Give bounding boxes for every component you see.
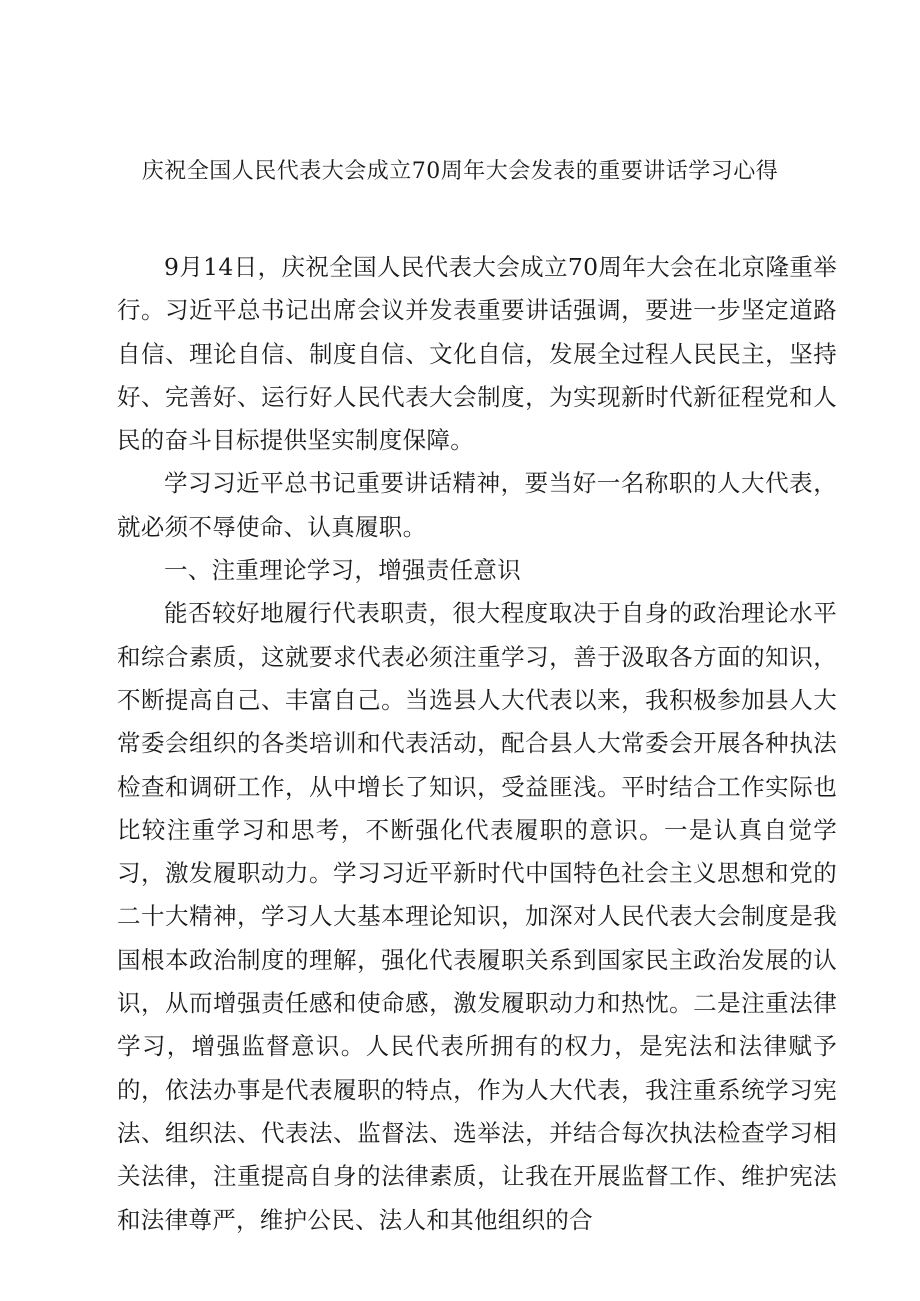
paragraph-study: 学习习近平总书记重要讲话精神，要当好一名称职的人大代表，就必须不辱使命、认真履职。	[117, 469, 837, 541]
document-body	[117, 246, 837, 1242]
section-heading-1: 一、注重理论学习，增强责任意识	[164, 556, 521, 585]
document-title: 庆祝全国人民代表大会成立70周年大会发表的重要讲话学习心得	[141, 159, 779, 184]
paragraph-intro: 9月14日，庆祝全国人民代表大会成立70周年大会在北京隆重举行。习近平总书记出席会议并发表重要讲话强调，要进一步坚定道路自信、理论自信、制度自信、文化自信，发展全过程人民民主，坚持好、完善好、运行好人民代表大会制度，为实现新时代新征程党和人民的奋斗目标提供坚实制度保障。	[117, 253, 837, 455]
paragraph-section-1: 能否较好地履行代表职责，很大程度取决于自身的政治理论水平和综合素质，这就要求代表必须注重学习，善于汲取各方面的知识，不断提高自己、丰富自己。当选县人大代表以来，我积极参加县人大常委会组织的各类培训和代表活动，配合县人大常委会开展各种执法检查和调研工作，从中增长了知识，受益匪浅。平时结合工作实际也比较注重学习和思考，不断强化代表履职的意识。一是认真自觉学习，激发履职动力。学习习近平新时代中国特色社会主义思想和党的二十大精神，学习人大基本理论知识，加深对人民代表大会制度是我国根本政治制度的理解，强化代表履职关系到国家民主政治发展的认识，从而增强责任感和使命感，激发履职动力和热忱。二是注重法律学习，增强监督意识。人民代表所拥有的权力，是宪法和法律赋予的，依法办事是代表履职的特点，作为人大代表，我注重系统学习宪法、组织法、代表法、监督法、选举法，并结合每次执法检查学习相关法律，注重提高自身的法律素质，让我在开展监督工作、维护宪法和法律尊严，维护公民、法人和其他组织的合	[117, 599, 837, 1234]
